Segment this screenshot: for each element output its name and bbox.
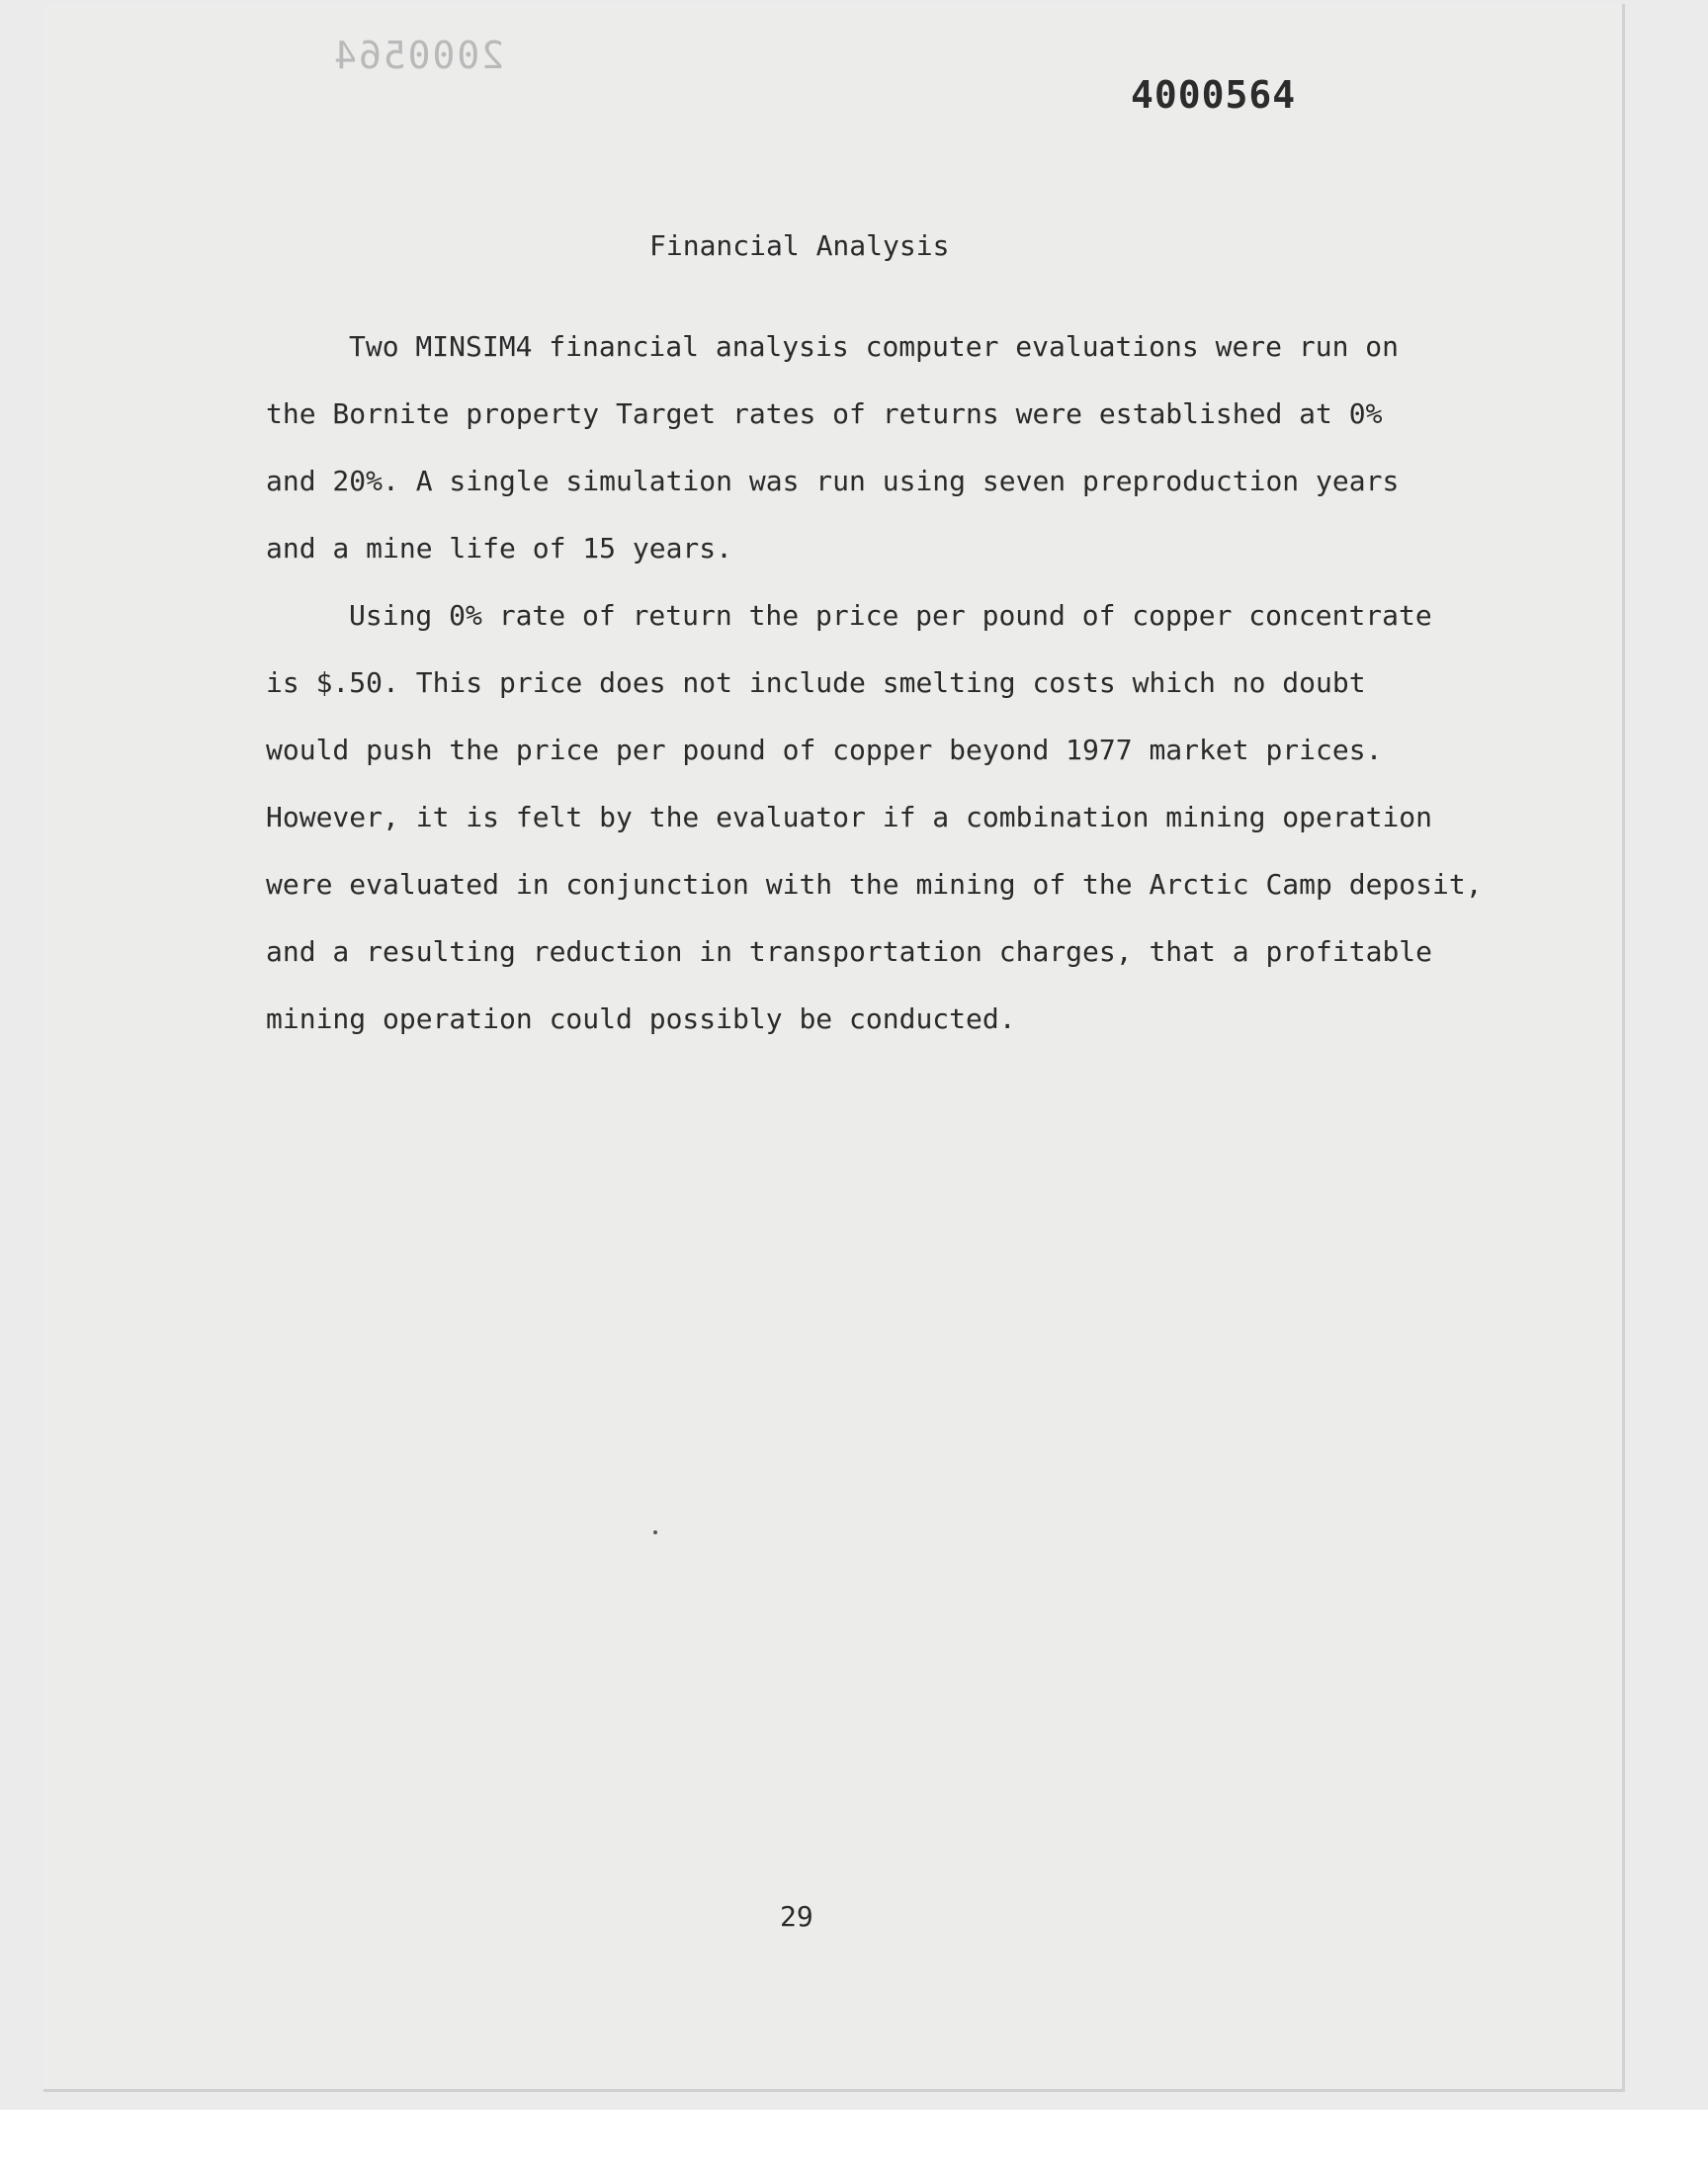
page-number: 29 (780, 1900, 813, 1933)
paragraph-1-line-3: and 20%. A single simulation was run using seven preproduction years (266, 465, 1400, 497)
paragraph-1-line-2: the Bornite property Target rates of returns were established at 0% (266, 397, 1383, 430)
paragraph-2-line-2: is $.50. This price does not include smelting costs which no doubt (266, 666, 1366, 699)
paragraph-2-line-3: would push the price per pound of copper beyond 1977 market prices. (266, 734, 1383, 766)
scan-speck (653, 1530, 657, 1534)
mirrored-stamp-bleedthrough: 2000564 (332, 34, 505, 77)
document-number-stamp: 4000564 (1131, 73, 1297, 117)
paragraph-1-line-4: and a mine life of 15 years. (266, 532, 733, 565)
paragraph-2-line-7: mining operation could possibly be conducted. (266, 1002, 1016, 1035)
paragraph-1-line-1: Two MINSIM4 financial analysis computer evaluations were run on (349, 330, 1400, 363)
page-title: Financial Analysis (649, 229, 950, 262)
paragraph-2-line-1: Using 0% rate of return the price per pound of copper concentrate (349, 599, 1432, 632)
paragraph-2-line-6: and a resulting reduction in transportation charges, that a profitable (266, 935, 1433, 968)
paragraph-2-line-5: were evaluated in conjunction with the mining of the Arctic Camp deposit, (266, 868, 1483, 901)
paragraph-2-line-4: However, it is felt by the evaluator if a combination mining operation (266, 801, 1433, 833)
document-page (43, 4, 1625, 2092)
